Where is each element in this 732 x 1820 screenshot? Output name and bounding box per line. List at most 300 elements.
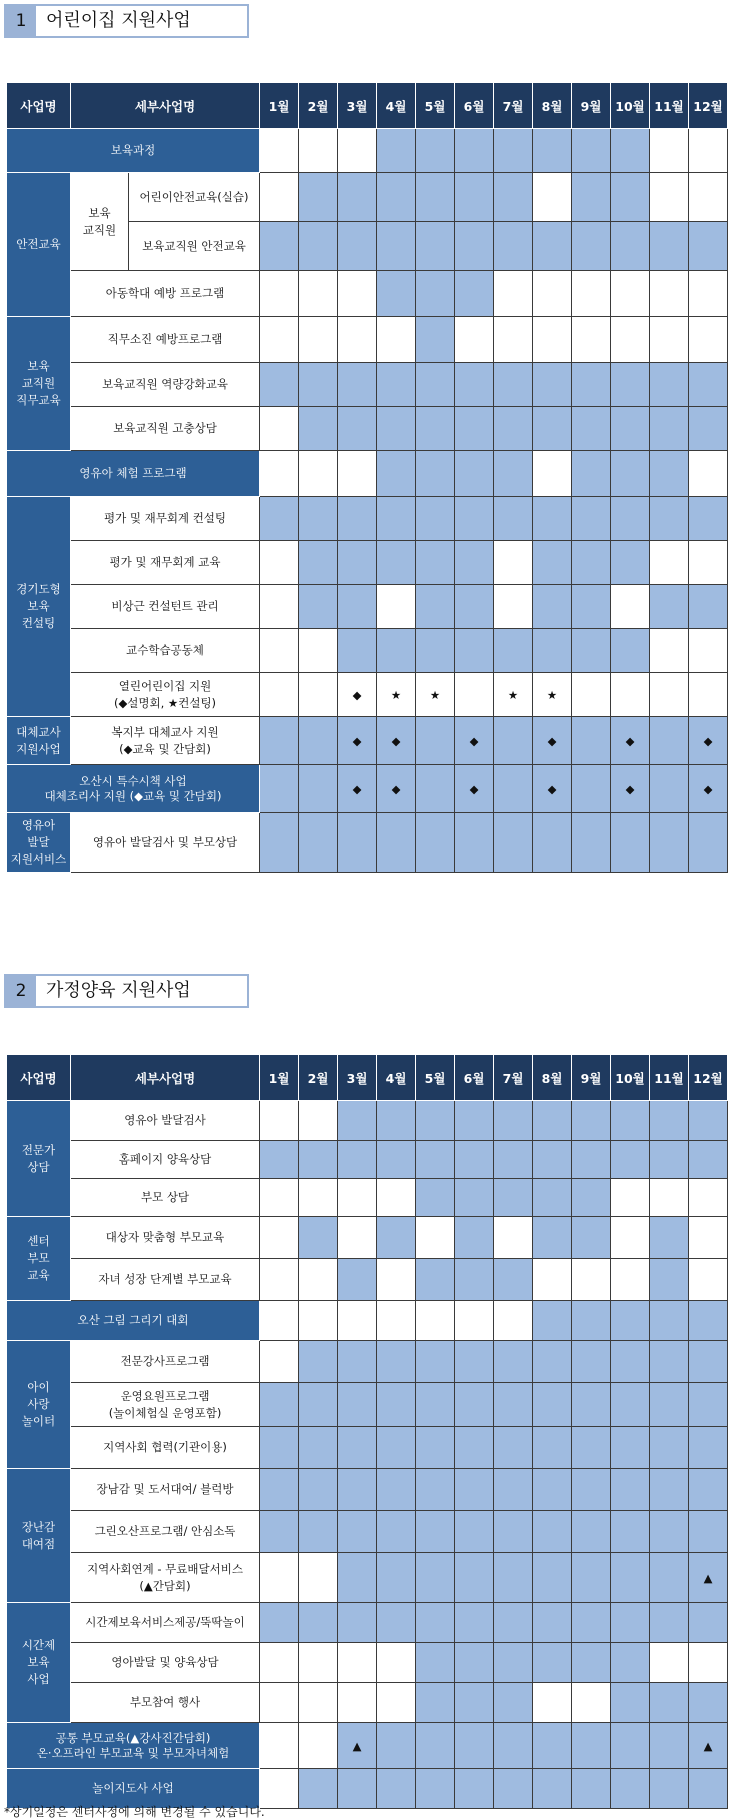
month-cell-9 — [572, 1259, 611, 1301]
header-row — [7, 1055, 728, 1101]
month-cell-8 — [533, 541, 572, 585]
category-cell: 보육 교직원 직무교육 — [7, 317, 71, 451]
month-cell-4 — [377, 1723, 416, 1769]
month-cell-4 — [377, 407, 416, 451]
month-cell-9 — [572, 1341, 611, 1383]
month-cell-7 — [494, 1301, 533, 1341]
month-cell-5 — [416, 1469, 455, 1511]
month-cell-12 — [689, 1469, 728, 1511]
month-cell-11 — [650, 1723, 689, 1769]
month-cell-3 — [338, 451, 377, 497]
month-cell-1 — [260, 173, 299, 222]
month-cell-10 — [611, 363, 650, 407]
month-cell-2 — [299, 1179, 338, 1217]
month-cell-3 — [338, 1769, 377, 1809]
month-cell-4 — [377, 1769, 416, 1809]
month-cell-6 — [455, 363, 494, 407]
month-cell-10 — [611, 271, 650, 317]
month-cell-8: ★ — [533, 673, 572, 717]
month-cell-12 — [689, 585, 728, 629]
month-cell-6 — [455, 1301, 494, 1341]
month-cell-12: ◆ — [689, 717, 728, 765]
program-name-cell: 영유아 체험 프로그램 — [7, 451, 260, 497]
section2-title-box — [4, 974, 249, 1008]
month-cell-1 — [260, 317, 299, 363]
program-name-cell: 오산 그림 그리기 대회 — [7, 1301, 260, 1341]
month-cell-5 — [416, 129, 455, 173]
month-cell-5 — [416, 497, 455, 541]
table-row — [7, 363, 728, 407]
month-cell-2 — [299, 1769, 338, 1809]
header-month-1: 1월 — [260, 1055, 299, 1101]
category-cell: 대체교사 지원사업 — [7, 717, 71, 765]
month-cell-10 — [611, 1553, 650, 1603]
month-cell-10 — [611, 407, 650, 451]
month-cell-1 — [260, 1553, 299, 1603]
program-name-cell: 보육과정 — [7, 129, 260, 173]
month-cell-6 — [455, 173, 494, 222]
month-cell-9 — [572, 173, 611, 222]
month-cell-12 — [689, 1769, 728, 1809]
month-cell-7 — [494, 717, 533, 765]
month-cell-10 — [611, 1723, 650, 1769]
month-cell-9 — [572, 813, 611, 873]
month-cell-2 — [299, 1341, 338, 1383]
month-cell-12 — [689, 1217, 728, 1259]
month-cell-9 — [572, 271, 611, 317]
detail-name-cell: 그린오산프로그램/ 안심소독 — [71, 1511, 260, 1553]
table-row — [7, 1511, 728, 1553]
month-cell-3 — [338, 497, 377, 541]
month-cell-8 — [533, 1301, 572, 1341]
month-cell-1 — [260, 765, 299, 813]
month-cell-12 — [689, 222, 728, 271]
program-name-cell: 오산시 특수시책 사업 대체조리사 지원 (◆교육 및 간담회) — [7, 765, 260, 813]
table-row — [7, 317, 728, 363]
month-cell-6 — [455, 222, 494, 271]
detail-name-cell: 대상자 맞춤형 부모교육 — [71, 1217, 260, 1259]
month-cell-6 — [455, 1383, 494, 1427]
month-cell-2 — [299, 717, 338, 765]
header-month-4: 4월 — [377, 1055, 416, 1101]
month-cell-5 — [416, 1511, 455, 1553]
header-month-10: 10월 — [611, 83, 650, 129]
month-cell-1 — [260, 1301, 299, 1341]
month-cell-9 — [572, 717, 611, 765]
month-cell-5 — [416, 1643, 455, 1683]
month-cell-6 — [455, 813, 494, 873]
month-cell-7 — [494, 317, 533, 363]
month-cell-4 — [377, 813, 416, 873]
month-cell-3 — [338, 1511, 377, 1553]
month-cell-12 — [689, 363, 728, 407]
month-cell-11 — [650, 129, 689, 173]
month-cell-7 — [494, 1723, 533, 1769]
month-cell-9 — [572, 1141, 611, 1179]
section2-schedule-table — [6, 1054, 728, 1809]
detail-name-cell: 비상근 컨설턴트 관리 — [71, 585, 260, 629]
month-cell-3 — [338, 129, 377, 173]
month-cell-11 — [650, 1259, 689, 1301]
month-cell-4 — [377, 1101, 416, 1141]
month-cell-3 — [338, 1341, 377, 1383]
month-cell-2 — [299, 451, 338, 497]
month-cell-10 — [611, 451, 650, 497]
header-month-4: 4월 — [377, 83, 416, 129]
table-row — [7, 585, 728, 629]
month-cell-3: ◆ — [338, 717, 377, 765]
month-cell-7 — [494, 1603, 533, 1643]
month-cell-9 — [572, 129, 611, 173]
detail-name-cell: 복지부 대체교사 지원 (◆교육 및 간담회) — [71, 717, 260, 765]
month-cell-7 — [494, 407, 533, 451]
month-cell-7 — [494, 1511, 533, 1553]
table-row — [7, 451, 728, 497]
month-cell-3 — [338, 1179, 377, 1217]
month-cell-12 — [689, 629, 728, 673]
month-cell-12 — [689, 1603, 728, 1643]
month-cell-5 — [416, 1141, 455, 1179]
month-cell-3: ▲ — [338, 1723, 377, 1769]
category-cell: 영유아 발달 지원서비스 — [7, 813, 71, 873]
detail-name-cell: 보육교직원 안전교육 — [129, 222, 260, 271]
month-cell-7 — [494, 1259, 533, 1301]
month-cell-5 — [416, 363, 455, 407]
month-cell-7 — [494, 222, 533, 271]
month-cell-1 — [260, 363, 299, 407]
table-row — [7, 1643, 728, 1683]
month-cell-5 — [416, 765, 455, 813]
month-cell-5 — [416, 813, 455, 873]
month-cell-5 — [416, 173, 455, 222]
header-detail-name: 세부사업명 — [71, 1055, 260, 1101]
month-cell-10 — [611, 1259, 650, 1301]
section1-title-box — [4, 4, 249, 38]
table-row — [7, 1341, 728, 1383]
month-cell-10: ◆ — [611, 765, 650, 813]
month-cell-2 — [299, 1603, 338, 1643]
month-cell-12 — [689, 1511, 728, 1553]
month-cell-2 — [299, 585, 338, 629]
month-cell-11 — [650, 1553, 689, 1603]
month-cell-11 — [650, 173, 689, 222]
month-cell-8 — [533, 1723, 572, 1769]
month-cell-11 — [650, 1683, 689, 1723]
month-cell-11 — [650, 717, 689, 765]
table-row — [7, 629, 728, 673]
month-cell-3 — [338, 1643, 377, 1683]
header-month-12: 12월 — [689, 83, 728, 129]
month-cell-4 — [377, 1383, 416, 1427]
month-cell-6 — [455, 271, 494, 317]
month-cell-11 — [650, 271, 689, 317]
month-cell-9 — [572, 585, 611, 629]
month-cell-4 — [377, 1469, 416, 1511]
month-cell-6 — [455, 629, 494, 673]
month-cell-11 — [650, 451, 689, 497]
table-row — [7, 1179, 728, 1217]
detail-name-cell: 지역사회연계 - 무료배달서비스 (▲간담회) — [71, 1553, 260, 1603]
month-cell-2 — [299, 1643, 338, 1683]
month-cell-11 — [650, 813, 689, 873]
month-cell-8 — [533, 497, 572, 541]
month-cell-4 — [377, 317, 416, 363]
month-cell-11 — [650, 222, 689, 271]
month-cell-11 — [650, 1769, 689, 1809]
month-cell-9 — [572, 317, 611, 363]
header-month-7: 7월 — [494, 1055, 533, 1101]
table-row — [7, 1217, 728, 1259]
header-month-9: 9월 — [572, 1055, 611, 1101]
category-cell: 아이 사랑 놀이터 — [7, 1341, 71, 1469]
month-cell-1 — [260, 1259, 299, 1301]
month-cell-12 — [689, 541, 728, 585]
detail-name-cell: 어린이안전교육(실습) — [129, 173, 260, 222]
month-cell-9 — [572, 629, 611, 673]
month-cell-11 — [650, 1469, 689, 1511]
month-cell-4 — [377, 173, 416, 222]
month-cell-12 — [689, 317, 728, 363]
month-cell-10 — [611, 1427, 650, 1469]
month-cell-2 — [299, 1259, 338, 1301]
month-cell-10 — [611, 1101, 650, 1141]
month-cell-8 — [533, 451, 572, 497]
program-name-cell: 놀이지도사 사업 — [7, 1769, 260, 1809]
month-cell-11 — [650, 1603, 689, 1643]
month-cell-6: ◆ — [455, 717, 494, 765]
month-cell-7: ★ — [494, 673, 533, 717]
month-cell-4 — [377, 363, 416, 407]
month-cell-2 — [299, 1427, 338, 1469]
month-cell-2 — [299, 541, 338, 585]
footnote: *상기일정은 센터사정에 의해 변경될 수 있습니다. — [4, 1805, 265, 1819]
table-row — [7, 407, 728, 451]
detail-name-cell: 평가 및 재무회계 컨설팅 — [71, 497, 260, 541]
month-cell-2 — [299, 407, 338, 451]
month-cell-10 — [611, 1769, 650, 1809]
month-cell-10 — [611, 1217, 650, 1259]
month-cell-4 — [377, 1141, 416, 1179]
month-cell-3: ◆ — [338, 765, 377, 813]
month-cell-5 — [416, 1101, 455, 1141]
month-cell-8 — [533, 585, 572, 629]
month-cell-8 — [533, 1643, 572, 1683]
month-cell-1 — [260, 222, 299, 271]
month-cell-7 — [494, 497, 533, 541]
month-cell-11 — [650, 407, 689, 451]
month-cell-1 — [260, 1179, 299, 1217]
month-cell-6 — [455, 407, 494, 451]
header-month-5: 5월 — [416, 83, 455, 129]
table-row — [7, 1683, 728, 1723]
month-cell-5 — [416, 407, 455, 451]
category-cell: 경기도형 보육 컨설팅 — [7, 497, 71, 717]
month-cell-8 — [533, 317, 572, 363]
detail-name-cell: 장남감 및 도서대여/ 블럭방 — [71, 1469, 260, 1511]
month-cell-6 — [455, 1723, 494, 1769]
month-cell-8 — [533, 1141, 572, 1179]
month-cell-3 — [338, 585, 377, 629]
month-cell-11 — [650, 1217, 689, 1259]
month-cell-4 — [377, 1259, 416, 1301]
month-cell-6 — [455, 1553, 494, 1603]
month-cell-3 — [338, 1683, 377, 1723]
month-cell-9 — [572, 1101, 611, 1141]
month-cell-6 — [455, 1643, 494, 1683]
header-month-11: 11월 — [650, 83, 689, 129]
month-cell-5 — [416, 1341, 455, 1383]
month-cell-1 — [260, 1341, 299, 1383]
month-cell-6 — [455, 1769, 494, 1809]
month-cell-8 — [533, 1553, 572, 1603]
month-cell-3 — [338, 629, 377, 673]
month-cell-10 — [611, 317, 650, 363]
month-cell-6 — [455, 1217, 494, 1259]
month-cell-6 — [455, 1141, 494, 1179]
month-cell-11 — [650, 1643, 689, 1683]
month-cell-11 — [650, 1101, 689, 1141]
header-month-2: 2월 — [299, 83, 338, 129]
table-row — [7, 129, 728, 173]
month-cell-3 — [338, 363, 377, 407]
detail-name-cell: 평가 및 재무회계 교육 — [71, 541, 260, 585]
month-cell-6 — [455, 1683, 494, 1723]
detail-name-cell: 아동학대 예방 프로그램 — [71, 271, 260, 317]
month-cell-10 — [611, 541, 650, 585]
detail-name-cell: 열린어린이집 지원 (◆설명회, ★컨설팅) — [71, 673, 260, 717]
month-cell-8 — [533, 1101, 572, 1141]
month-cell-6 — [455, 1469, 494, 1511]
month-cell-1 — [260, 271, 299, 317]
month-cell-1 — [260, 1723, 299, 1769]
month-cell-2 — [299, 1553, 338, 1603]
header-month-3: 3월 — [338, 83, 377, 129]
month-cell-11 — [650, 765, 689, 813]
month-cell-9 — [572, 363, 611, 407]
month-cell-3: ◆ — [338, 673, 377, 717]
month-cell-9 — [572, 1469, 611, 1511]
month-cell-8 — [533, 173, 572, 222]
month-cell-12: ▲ — [689, 1553, 728, 1603]
month-cell-5 — [416, 1259, 455, 1301]
month-cell-6: ◆ — [455, 765, 494, 813]
month-cell-11 — [650, 1341, 689, 1383]
month-cell-7 — [494, 1217, 533, 1259]
header-month-8: 8월 — [533, 83, 572, 129]
month-cell-5 — [416, 1723, 455, 1769]
detail-name-cell: 보육교직원 고충상담 — [71, 407, 260, 451]
detail-name-cell: 보육교직원 역량강화교육 — [71, 363, 260, 407]
month-cell-12 — [689, 1141, 728, 1179]
header-category: 사업명 — [7, 1055, 71, 1101]
month-cell-2 — [299, 1217, 338, 1259]
month-cell-1 — [260, 717, 299, 765]
header-month-10: 10월 — [611, 1055, 650, 1101]
month-cell-6 — [455, 541, 494, 585]
detail-name-cell: 부모참여 행사 — [71, 1683, 260, 1723]
month-cell-3 — [338, 1553, 377, 1603]
month-cell-7 — [494, 1553, 533, 1603]
month-cell-10 — [611, 813, 650, 873]
month-cell-11 — [650, 585, 689, 629]
month-cell-6 — [455, 1179, 494, 1217]
month-cell-9 — [572, 1769, 611, 1809]
month-cell-12 — [689, 1427, 728, 1469]
month-cell-10 — [611, 1141, 650, 1179]
month-cell-7 — [494, 1769, 533, 1809]
month-cell-11 — [650, 497, 689, 541]
month-cell-9 — [572, 407, 611, 451]
month-cell-1 — [260, 1141, 299, 1179]
month-cell-3 — [338, 173, 377, 222]
month-cell-5 — [416, 1383, 455, 1427]
month-cell-10 — [611, 1179, 650, 1217]
header-row — [7, 83, 728, 129]
month-cell-6 — [455, 1101, 494, 1141]
month-cell-12 — [689, 1341, 728, 1383]
month-cell-7 — [494, 271, 533, 317]
month-cell-5: ★ — [416, 673, 455, 717]
month-cell-8 — [533, 129, 572, 173]
month-cell-12 — [689, 173, 728, 222]
month-cell-10 — [611, 1683, 650, 1723]
month-cell-11 — [650, 363, 689, 407]
month-cell-8 — [533, 407, 572, 451]
month-cell-9 — [572, 1643, 611, 1683]
month-cell-9 — [572, 765, 611, 813]
month-cell-12 — [689, 451, 728, 497]
category-cell: 안전교육 — [7, 173, 71, 317]
month-cell-4 — [377, 1683, 416, 1723]
month-cell-10: ◆ — [611, 717, 650, 765]
month-cell-8 — [533, 1769, 572, 1809]
month-cell-11 — [650, 1427, 689, 1469]
month-cell-1 — [260, 129, 299, 173]
month-cell-12 — [689, 1643, 728, 1683]
month-cell-8: ◆ — [533, 717, 572, 765]
table-row — [7, 1101, 728, 1141]
month-cell-9 — [572, 1553, 611, 1603]
month-cell-2 — [299, 317, 338, 363]
table-row — [7, 813, 728, 873]
category-cell: 전문가 상담 — [7, 1101, 71, 1217]
month-cell-10 — [611, 1383, 650, 1427]
month-cell-2 — [299, 1723, 338, 1769]
month-cell-6 — [455, 1341, 494, 1383]
table-row — [7, 673, 728, 717]
detail-name-cell: 직무소진 예방프로그램 — [71, 317, 260, 363]
table-row — [7, 1427, 728, 1469]
month-cell-7 — [494, 1469, 533, 1511]
table-row — [7, 1723, 728, 1769]
header-month-9: 9월 — [572, 83, 611, 129]
month-cell-5 — [416, 271, 455, 317]
month-cell-7 — [494, 765, 533, 813]
month-cell-1 — [260, 813, 299, 873]
month-cell-4 — [377, 271, 416, 317]
month-cell-8 — [533, 1511, 572, 1553]
month-cell-8 — [533, 1427, 572, 1469]
program-name-cell: 공통 부모교육(▲강사진간담회) 온·오프라인 부모교육 및 부모자녀체험 — [7, 1723, 260, 1769]
month-cell-7 — [494, 451, 533, 497]
month-cell-8: ◆ — [533, 765, 572, 813]
month-cell-8 — [533, 629, 572, 673]
month-cell-9 — [572, 1603, 611, 1643]
month-cell-7 — [494, 1383, 533, 1427]
month-cell-9 — [572, 1217, 611, 1259]
month-cell-7 — [494, 1101, 533, 1141]
month-cell-5 — [416, 1683, 455, 1723]
